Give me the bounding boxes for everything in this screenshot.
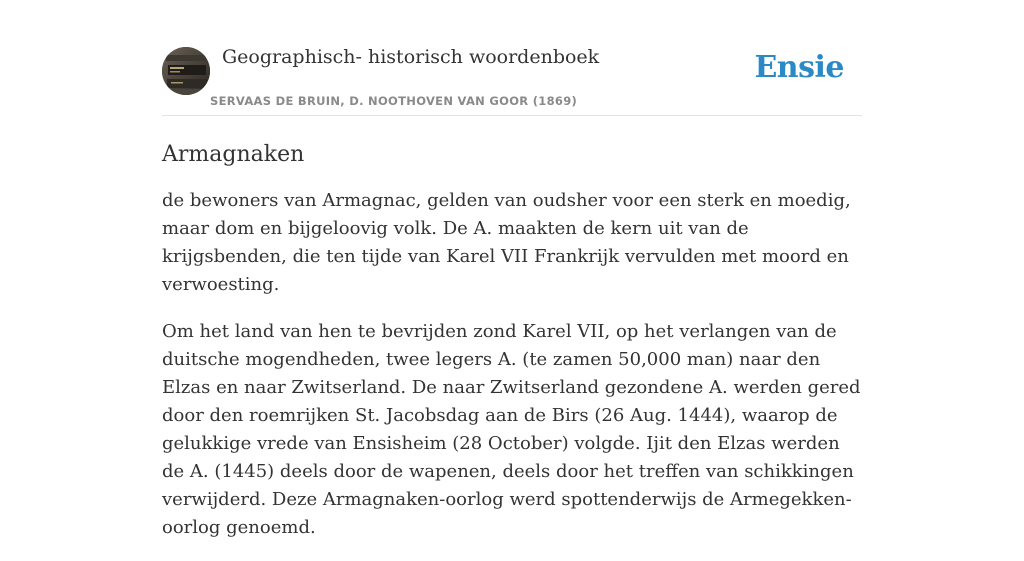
page: [162, 0, 862, 561]
book-cover-image: [162, 47, 210, 95]
entry-paragraph: Om het land van hen te bevrijden zond Karel VII, op het verlangen van de duitsche mogendheden, twee legers A. (te zamen 50,000 man) naar den Elzas en naar Zwitserland. De naar Zwitserland gezondene A. werden gered door den roemrijken St. Jacobsdag aan de Birs (26 Aug. 1444), waarop de gelukkige vrede van Ensisheim (28 October) volgde. Ijit den Elzas werden de A. (1445) deels door de wapenen, deels door het treffen van schikkingen verwijderd. Deze Armagnaken-oorlog werd spottenderwijs de Armegekken-oorlog genoemd.: [162, 321, 861, 538]
ensie-logo-link[interactable]: Ensie: [754, 50, 844, 85]
book-cover-icon[interactable]: [162, 47, 210, 95]
entry-paragraph: de bewoners van Armagnac, gelden van oudsher voor een sterk en moedig, maar dom en bijgeloovig volk. De A. maakten de kern uit van de krijgsbenden, die ten tijde van Karel VII Frankrijk vervulden met moord en verwoesting.: [162, 190, 851, 295]
entry-body: [162, 187, 862, 542]
entry-headword: Armagnaken: [162, 142, 305, 167]
source-header: [162, 0, 862, 116]
book-title-link[interactable]: Geographisch- historisch woordenboek: [222, 46, 600, 68]
author-byline: SERVAAS DE BRUIN, D. NOOTHOVEN VAN GOOR (1869): [210, 94, 578, 108]
